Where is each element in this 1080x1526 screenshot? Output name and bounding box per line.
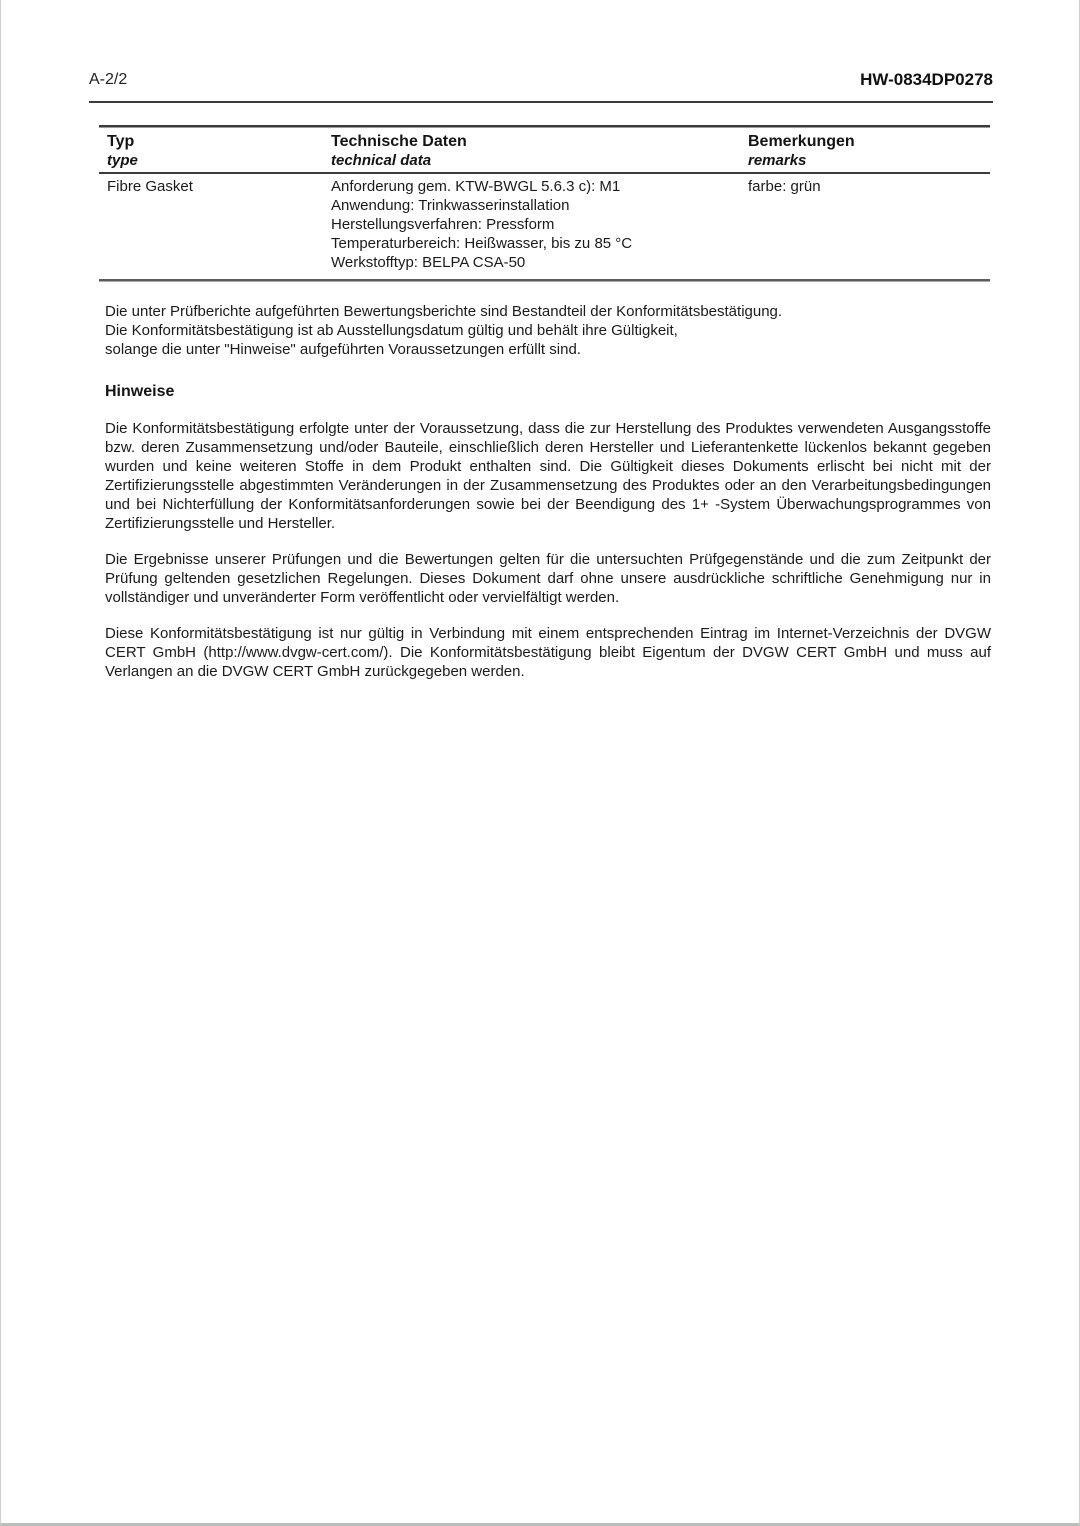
technical-data-line: Anwendung: Trinkwasserinstallation	[331, 197, 570, 214]
hinweise-paragraph-1: Die Konformitätsbestätigung erfolgte unter der Voraussetzung, dass die zur Herstellung des Produktes verwendeten Ausgangsstoffe bzw. deren Zusammensetzung und/oder Bauteile, einschließlich deren Hersteller und Lieferantenkette lückenlos bekannt gegeben wurden und keine weiteren Stoffe in dem Produkt enthalten sind. Die Gültigkeit dieses Dokuments erlischt bei nicht mit der Zertifizierungsstelle abgestimmten Veränderungen in der Zusammensetzung des Produktes oder an den Verarbeitungsbedingungen und bei Nichterfüllung der Konformitätsanforderungen sowie bei der Beendigung des 1+ -System Überwachungsprogrammes von Zertifizierungsstelle und Hersteller.	[105, 420, 991, 532]
column-subtitle: type	[107, 152, 138, 169]
technical-data-line: Werkstofftyp: BELPA CSA-50	[331, 254, 526, 271]
cell-remarks	[748, 177, 990, 272]
cell-technical-data	[331, 177, 748, 272]
validity-line: solange die unter "Hinweise" aufgeführten Voraussetzungen erfüllt sind.	[105, 341, 581, 358]
typ-value: Fibre Gasket	[107, 178, 193, 195]
column-title: Typ	[107, 133, 135, 150]
document-id: HW-0834DP0278	[860, 70, 993, 89]
column-title: Bemerkungen	[748, 133, 855, 150]
hinweise-paragraph-2: Die Ergebnisse unserer Prüfungen und die Bewertungen gelten für die untersuchten Prüfgegenstände und die zum Zeitpunkt der Prüfung geltenden gesetzlichen Regelungen. Dieses Dokument darf ohne unsere ausdrückliche schriftliche Genehmigung nur in vollständiger und unveränderter Form veröffentlicht oder vervielfältigt werden.	[105, 551, 991, 606]
table-header-bemerkungen	[748, 131, 990, 170]
validity-statement	[105, 302, 991, 359]
table-bottom-rule	[99, 279, 990, 282]
table-header-typ	[99, 131, 331, 170]
page-number: A-2/2	[89, 71, 128, 88]
technical-data-line: Anforderung gem. KTW-BWGL 5.6.3 c): M1	[331, 178, 621, 195]
cell-typ	[99, 177, 331, 272]
product-data-table	[99, 125, 990, 282]
table-header-row	[99, 128, 990, 172]
column-subtitle: remarks	[748, 152, 807, 169]
remarks-value: farbe: grün	[748, 178, 821, 195]
hinweise-heading: Hinweise	[105, 383, 175, 400]
column-title: Technische Daten	[331, 133, 467, 150]
technical-data-line: Herstellungsverfahren: Pressform	[331, 216, 555, 233]
validity-line: Die Konformitätsbestätigung ist ab Ausstellungsdatum gültig und behält ihre Gültigkeit,	[105, 322, 678, 339]
hinweise-paragraph-3: Diese Konformitätsbestätigung ist nur gültig in Verbindung mit einem entsprechenden Eintrag im Internet-Verzeichnis der DVGW CERT GmbH (http://www.dvgw-cert.com/). Die Konformitätsbestätigung bleibt Eigentum der DVGW CERT GmbH und muss auf Verlangen an die DVGW CERT GmbH zurückgegeben werden.	[105, 625, 991, 680]
table-row	[99, 174, 990, 279]
technical-data-line: Temperaturbereich: Heißwasser, bis zu 85 °C	[331, 235, 633, 252]
page-header	[89, 0, 993, 90]
page-content	[89, 0, 993, 681]
header-rule	[89, 101, 993, 103]
validity-line: Die unter Prüfberichte aufgeführten Bewertungsberichte sind Bestandteil der Konformitätsbestätigung.	[105, 303, 783, 320]
table-header-technische-daten	[331, 131, 748, 170]
column-subtitle: technical data	[331, 152, 432, 169]
